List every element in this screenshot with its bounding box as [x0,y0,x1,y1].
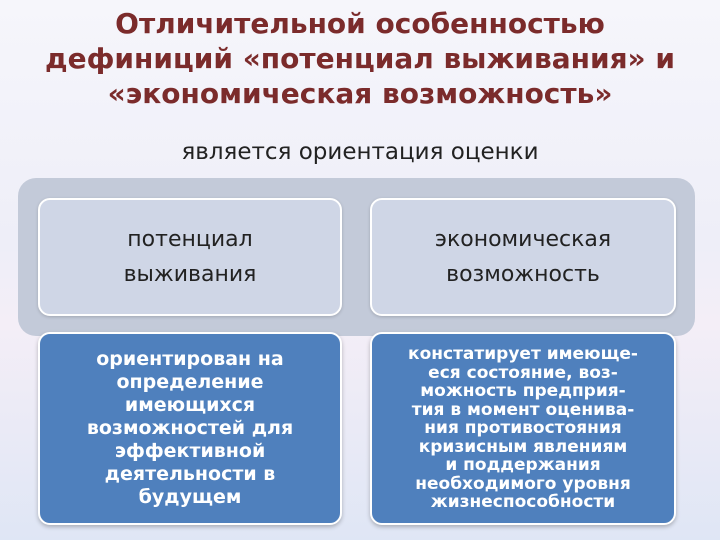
description-line: определение [116,371,264,393]
heading-line: выживания [123,262,257,287]
description-line: кризисным явлениям [418,436,628,457]
description-line: и поддержания [445,455,601,476]
description-line: ориентирован на [96,348,284,370]
description-line: деятельности в [104,463,276,485]
description-line: эффективной [114,440,266,462]
slide-title [0,6,720,111]
card-description-survival-potential [38,332,342,525]
description-line: имеющихся [124,394,256,416]
description-line: тия в момент оценива- [411,399,635,420]
description-line: будущем [138,486,242,508]
description-line: жизнеспособности [430,492,616,513]
title-line-1: Отличительной особенностью [115,7,605,40]
heading-line: экономическая [434,227,612,252]
description-line: еся состояние, воз- [428,362,618,383]
card-description-economic-opportunity [370,332,676,525]
card-heading-survival-potential [38,198,342,316]
title-line-2: дефиниций «потенциал выживания» и [45,42,675,75]
description-line: возможностей для [86,417,294,439]
subtitle: является ориентация оценки [181,139,539,165]
heading-line: возможность [446,262,600,287]
heading-line: потенциал [127,227,253,252]
card-heading-economic-opportunity [370,198,676,316]
description-line: можность предприя- [420,381,626,402]
description-line: констатирует имеюще- [408,344,638,365]
description-line: необходимого уровня [415,473,631,494]
description-line: ния противостояния [424,418,622,439]
title-line-3: «экономическая возможность» [107,77,613,110]
